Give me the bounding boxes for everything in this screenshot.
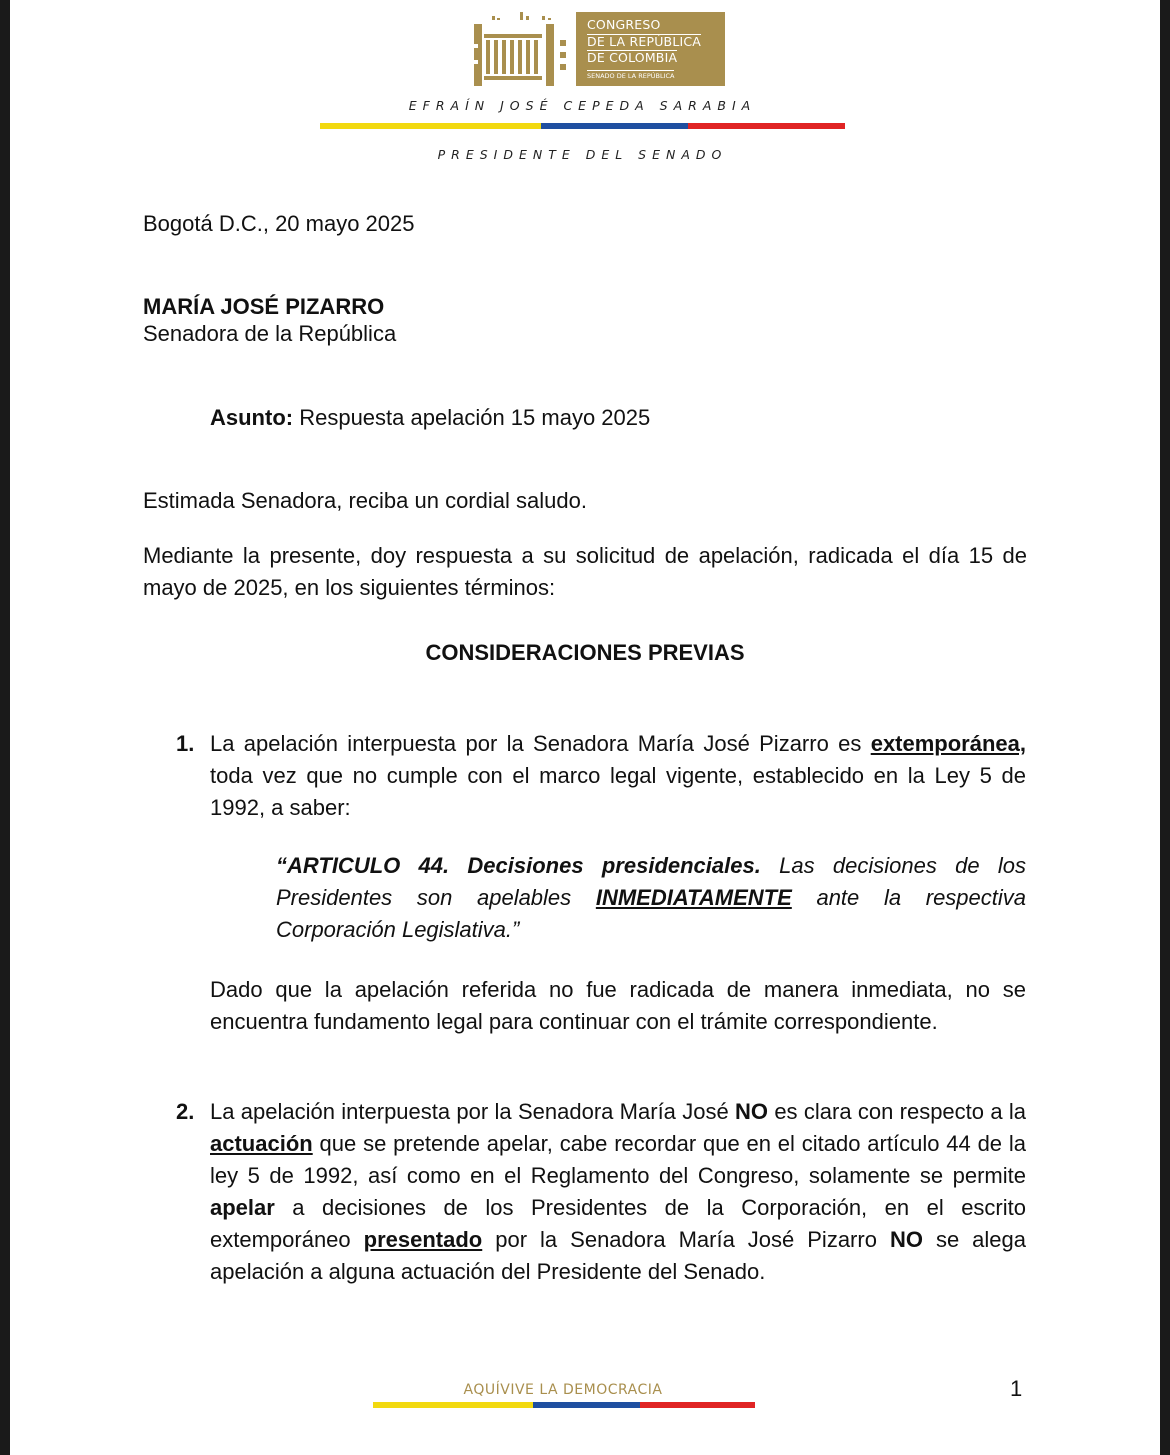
quote-title: “ARTICULO 44. Decisiones presidenciales. — [276, 853, 761, 878]
capitol-emblem-icon — [464, 10, 576, 88]
item-2-text-3: que se pretende apelar, cabe recordar que en el citado artículo 44 de la ley 5 de 1992, así como en el Reglamento del Congreso, solamente se permite — [210, 1131, 1026, 1188]
item-number-1: 1. — [176, 731, 195, 756]
flag-bar-bottom — [373, 1402, 755, 1408]
flag-bar-top — [320, 123, 845, 129]
page-number: 1 — [1010, 1376, 1023, 1401]
item-2-apelar: apelar — [210, 1195, 275, 1220]
section-heading: CONSIDERACIONES PREVIAS — [425, 640, 745, 665]
document-page — [10, 0, 1160, 1455]
president-title: PRESIDENTE DEL SENADO — [437, 147, 728, 162]
item-1-text-b: toda vez que no cumple con el marco legal vigente, establecido en la Ley 5 de 1992, a saber: — [210, 763, 1026, 820]
article-quote — [276, 850, 1026, 946]
quote-text-b: ante la respectiva Corporación Legislativa.” — [276, 885, 1027, 942]
item-number-2: 2. — [176, 1099, 195, 1124]
item-1-text-a: La apelación interpuesta por la Senadora María José Pizarro es — [210, 731, 871, 756]
item-2-presentado: presentado — [363, 1227, 483, 1252]
item-2-paragraph — [210, 1096, 1026, 1288]
letter-date: Bogotá D.C., 20 mayo 2025 — [143, 211, 415, 236]
quote-text-a: Las decisiones de los Presidentes son apelables — [276, 853, 1026, 910]
subject-line — [210, 402, 650, 434]
item-2-text-4: a decisiones de los Presidentes de la Corporación, en el escrito extemporáneo — [210, 1195, 1026, 1252]
item-2-text-6: se alega apelación a alguna actuación del Presidente del Senado. — [210, 1227, 1027, 1284]
logo-line-1: CONGRESO — [587, 17, 661, 32]
logo-line-3: DE COLOMBIA — [587, 50, 678, 65]
quote-emphasis: INMEDIATAMENTE — [595, 885, 792, 910]
item-2-text-5: por la Senadora María José Pizarro — [482, 1227, 890, 1252]
intro-paragraph: Mediante la presente, doy respuesta a su solicitud de apelación, radicada el día 15 de mayo de 2025, en los siguientes términos: — [143, 543, 1027, 600]
logo-line-4: SENADO DE LA REPÚBLICA — [587, 72, 675, 80]
item-1-emphasis: extemporánea, — [870, 731, 1026, 756]
congress-logo — [464, 10, 726, 88]
item-2-text-2: es clara con respecto a la — [768, 1099, 1026, 1124]
recipient-role: Senadora de la República — [143, 321, 397, 346]
recipient-name: MARÍA JOSÉ PIZARRO — [143, 294, 385, 319]
item-2-no-1: NO — [735, 1099, 769, 1124]
item-2-actuacion: actuación — [210, 1131, 313, 1156]
conclusion-paragraph: Dado que la apelación referida no fue radicada de manera inmediata, no se encuentra fundamento legal para continuar con el trámite correspondiente. — [210, 977, 1026, 1034]
item-1-paragraph — [210, 728, 1026, 824]
congress-name-box — [576, 12, 725, 86]
subject-label: Asunto: — [210, 405, 294, 430]
item-2-no-2: NO — [889, 1227, 923, 1252]
logo-line-2: DE LA REPÚBLICA — [587, 34, 702, 49]
greeting: Estimada Senadora, reciba un cordial saludo. — [143, 488, 587, 513]
item-2-text-1: La apelación interpuesta por la Senadora María José — [210, 1099, 736, 1124]
president-name: EFRAÍN JOSÉ CEPEDA SARABIA — [408, 98, 757, 113]
subject-text: Respuesta apelación 15 mayo 2025 — [293, 405, 651, 430]
footer-motto: AQUÍVIVE LA DEMOCRACIA — [463, 1382, 663, 1398]
